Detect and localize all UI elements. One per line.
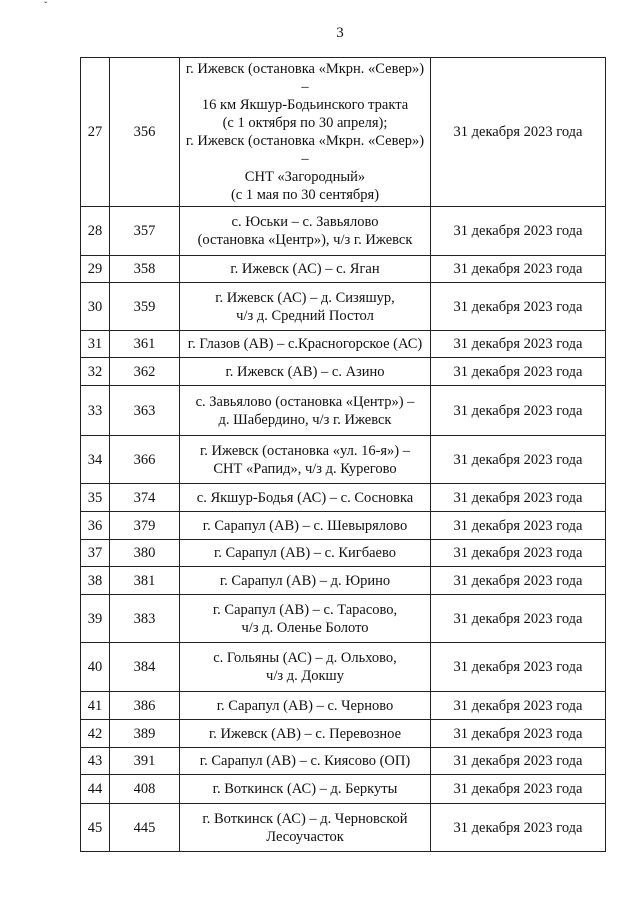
table-row: [81, 58, 606, 207]
table-row: [81, 595, 606, 643]
route-number: 380: [110, 540, 180, 567]
row-index: 30: [81, 283, 110, 331]
route-description: г. Воткинск (АС) – д. Черновской Лесоучасток: [180, 804, 431, 852]
route-number: 381: [110, 567, 180, 595]
end-date: 31 декабря 2023 года: [431, 207, 606, 256]
end-date: 31 декабря 2023 года: [431, 512, 606, 540]
end-date: 31 декабря 2023 года: [431, 775, 606, 804]
route-description: г. Ижевск (АС) – д. Сизяшур, ч/з д. Средний Постол: [180, 283, 431, 331]
route-number: 379: [110, 512, 180, 540]
table-row: [81, 283, 606, 331]
table-row: [81, 386, 606, 436]
route-number: 408: [110, 775, 180, 804]
route-description: с. Юськи – с. Завьялово (остановка «Центр»), ч/з г. Ижевск: [180, 207, 431, 256]
end-date: 31 декабря 2023 года: [431, 386, 606, 436]
row-index: 32: [81, 358, 110, 386]
table-row: [81, 256, 606, 283]
route-description: г. Ижевск (остановка «Мкрн. «Север») – 16 км Якшур-Бодьинского тракта (с 1 октября по 30 апреля); г. Ижевск (остановка «Мкрн. «Север») – СНТ «Загородный» (с 1 мая по 30 сентября): [180, 58, 431, 207]
end-date: 31 декабря 2023 года: [431, 540, 606, 567]
route-description: г. Сарапул (АВ) – с. Киясово (ОП): [180, 748, 431, 775]
route-description: г. Ижевск (АВ) – с. Азино: [180, 358, 431, 386]
end-date: 31 декабря 2023 года: [431, 643, 606, 692]
end-date: 31 декабря 2023 года: [431, 256, 606, 283]
route-number: 386: [110, 692, 180, 720]
table-row: [81, 748, 606, 775]
table-row: [81, 692, 606, 720]
table-row: [81, 567, 606, 595]
route-number: 374: [110, 484, 180, 512]
table-row: [81, 207, 606, 256]
route-description: г. Ижевск (АС) – с. Яган: [180, 256, 431, 283]
end-date: 31 декабря 2023 года: [431, 58, 606, 207]
end-date: 31 декабря 2023 года: [431, 595, 606, 643]
route-number: 389: [110, 720, 180, 748]
route-description: г. Ижевск (АВ) – с. Перевозное: [180, 720, 431, 748]
end-date: 31 декабря 2023 года: [431, 567, 606, 595]
end-date: 31 декабря 2023 года: [431, 804, 606, 852]
row-index: 45: [81, 804, 110, 852]
end-date: 31 декабря 2023 года: [431, 358, 606, 386]
end-date: 31 декабря 2023 года: [431, 720, 606, 748]
route-number: 359: [110, 283, 180, 331]
route-description: г. Глазов (АВ) – с.Красногорское (АС): [180, 331, 431, 358]
route-description: г. Воткинск (АС) – д. Беркуты: [180, 775, 431, 804]
route-number: 361: [110, 331, 180, 358]
route-number: 445: [110, 804, 180, 852]
route-number: 363: [110, 386, 180, 436]
row-index: 27: [81, 58, 110, 207]
row-index: 29: [81, 256, 110, 283]
route-description: г. Сарапул (АВ) – с. Кигбаево: [180, 540, 431, 567]
row-index: 35: [81, 484, 110, 512]
row-index: 31: [81, 331, 110, 358]
row-index: 28: [81, 207, 110, 256]
row-index: 39: [81, 595, 110, 643]
table-row: [81, 512, 606, 540]
route-number: 362: [110, 358, 180, 386]
route-number: 358: [110, 256, 180, 283]
route-description: г. Сарапул (АВ) – д. Юрино: [180, 567, 431, 595]
route-description: с. Гольяны (АС) – д. Ольхово, ч/з д. Докшу: [180, 643, 431, 692]
end-date: 31 декабря 2023 года: [431, 436, 606, 484]
route-number: 366: [110, 436, 180, 484]
row-index: 43: [81, 748, 110, 775]
end-date: 31 декабря 2023 года: [431, 484, 606, 512]
route-number: 356: [110, 58, 180, 207]
route-description: г. Сарапул (АВ) – с. Тарасово, ч/з д. Оленье Болото: [180, 595, 431, 643]
table-row: [81, 775, 606, 804]
table-row: [81, 358, 606, 386]
table-row: [81, 436, 606, 484]
table-row: [81, 720, 606, 748]
route-description: г. Ижевск (остановка «ул. 16-я») – СНТ «Рапид», ч/з д. Курегово: [180, 436, 431, 484]
route-description: с. Якшур-Бодья (АС) – с. Сосновка: [180, 484, 431, 512]
row-index: 36: [81, 512, 110, 540]
end-date: 31 декабря 2023 года: [431, 748, 606, 775]
routes-table: [80, 57, 606, 852]
route-number: 391: [110, 748, 180, 775]
end-date: 31 декабря 2023 года: [431, 331, 606, 358]
row-index: 42: [81, 720, 110, 748]
row-index: 38: [81, 567, 110, 595]
table-row: [81, 484, 606, 512]
corner-mark: ˇ: [44, 1, 48, 12]
table-row: [81, 331, 606, 358]
table-row: [81, 540, 606, 567]
row-index: 44: [81, 775, 110, 804]
route-number: 357: [110, 207, 180, 256]
table-row: [81, 643, 606, 692]
end-date: 31 декабря 2023 года: [431, 692, 606, 720]
table-row: [81, 804, 606, 852]
route-number: 384: [110, 643, 180, 692]
route-description: г. Сарапул (АВ) – с. Черново: [180, 692, 431, 720]
route-description: г. Сарапул (АВ) – с. Шевырялово: [180, 512, 431, 540]
row-index: 33: [81, 386, 110, 436]
page-number: 3: [336, 25, 344, 41]
route-number: 383: [110, 595, 180, 643]
row-index: 37: [81, 540, 110, 567]
row-index: 40: [81, 643, 110, 692]
row-index: 34: [81, 436, 110, 484]
row-index: 41: [81, 692, 110, 720]
route-description: с. Завьялово (остановка «Центр») – д. Шабердино, ч/з г. Ижевск: [180, 386, 431, 436]
end-date: 31 декабря 2023 года: [431, 283, 606, 331]
